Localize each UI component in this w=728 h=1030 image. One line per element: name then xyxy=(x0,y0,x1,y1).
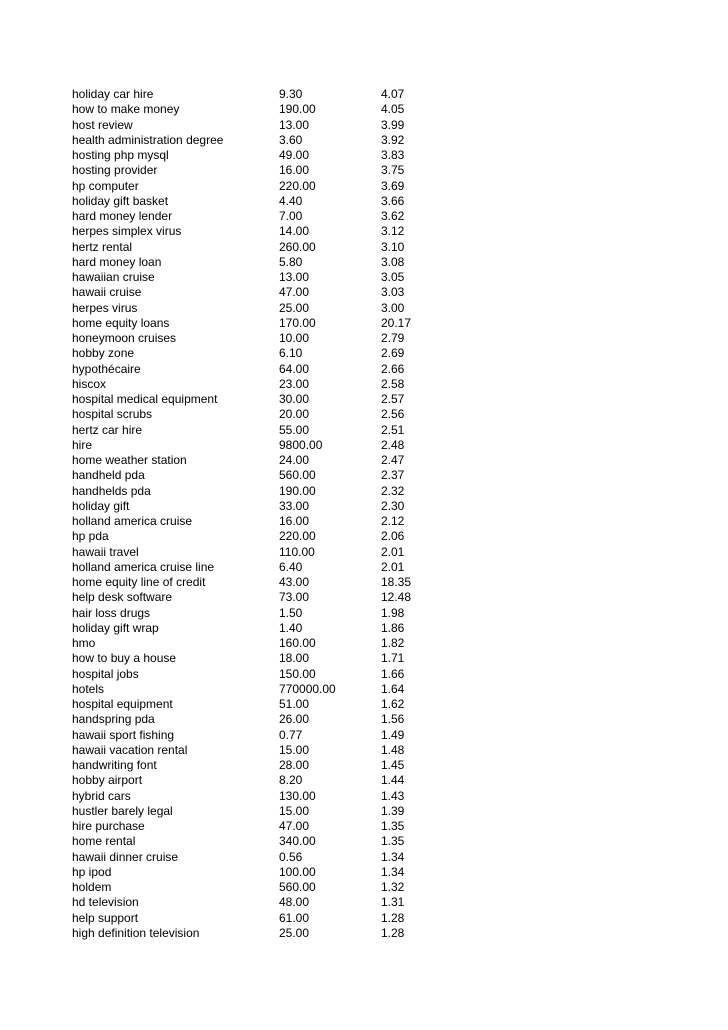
keyword-cell: hospital equipment xyxy=(72,697,173,711)
value-a-cell: 48.00 xyxy=(279,895,310,910)
value-a-cell: 24.00 xyxy=(279,453,310,467)
keyword-cell: hiscox xyxy=(72,376,107,391)
value-a-cell: 160.00 xyxy=(279,636,316,650)
keyword-cell: host review xyxy=(72,117,133,132)
value-b-cell: 1.45 xyxy=(381,758,405,772)
value-b-cell: 2.06 xyxy=(381,529,405,544)
table-row xyxy=(72,163,692,178)
keyword-cell: honeymoon cruises xyxy=(72,331,177,345)
table-row xyxy=(72,712,692,727)
value-b-cell: 1.28 xyxy=(381,925,405,940)
value-b-cell: 3.75 xyxy=(381,163,405,178)
table-row xyxy=(72,834,692,849)
value-b-cell: 1.62 xyxy=(381,697,405,711)
table-row xyxy=(72,179,692,194)
value-a-cell: 23.00 xyxy=(279,376,310,391)
value-b-cell: 3.00 xyxy=(381,300,405,315)
table-row xyxy=(72,773,692,788)
table-row xyxy=(72,285,692,300)
table-row xyxy=(72,407,692,422)
value-b-cell: 3.62 xyxy=(381,209,405,223)
value-b-cell: 1.34 xyxy=(381,864,405,879)
value-a-cell: 7.00 xyxy=(279,209,303,223)
table-row xyxy=(72,87,692,102)
value-b-cell: 1.44 xyxy=(381,773,405,788)
table-row xyxy=(72,224,692,239)
value-a-cell: 130.00 xyxy=(279,788,316,803)
value-a-cell: 340.00 xyxy=(279,834,316,849)
keyword-cell: hobby airport xyxy=(72,773,143,788)
value-b-cell: 1.71 xyxy=(381,651,405,666)
table-row xyxy=(72,392,692,407)
value-a-cell: 1.50 xyxy=(279,605,303,620)
keyword-cell: how to buy a house xyxy=(72,651,177,666)
value-b-cell: 2.37 xyxy=(381,468,405,483)
table-row xyxy=(72,529,692,544)
value-a-cell: 43.00 xyxy=(279,575,310,589)
value-b-cell: 1.39 xyxy=(381,803,405,818)
value-a-cell: 560.00 xyxy=(279,468,316,483)
value-a-cell: 560.00 xyxy=(279,880,316,894)
value-b-cell: 1.28 xyxy=(381,910,405,925)
table-row xyxy=(72,804,692,819)
keyword-table xyxy=(72,87,692,941)
value-a-cell: 18.00 xyxy=(279,651,310,666)
table-row xyxy=(72,453,692,468)
value-a-cell: 25.00 xyxy=(279,925,310,940)
value-b-cell: 1.66 xyxy=(381,666,405,681)
table-row xyxy=(72,560,692,575)
value-a-cell: 6.10 xyxy=(279,346,303,361)
value-a-cell: 73.00 xyxy=(279,590,310,605)
table-row xyxy=(72,743,692,758)
table-row xyxy=(72,926,692,941)
value-b-cell: 1.48 xyxy=(381,742,405,757)
keyword-cell: holdem xyxy=(72,880,112,894)
value-a-cell: 55.00 xyxy=(279,422,310,437)
value-a-cell: 150.00 xyxy=(279,666,316,681)
value-b-cell: 1.49 xyxy=(381,727,405,742)
table-row xyxy=(72,621,692,636)
table-row xyxy=(72,758,692,773)
table-row xyxy=(72,514,692,529)
table-row xyxy=(72,606,692,621)
keyword-cell: hotels xyxy=(72,681,105,696)
value-a-cell: 26.00 xyxy=(279,712,310,727)
table-row xyxy=(72,911,692,926)
value-a-cell: 190.00 xyxy=(279,483,316,498)
table-row xyxy=(72,346,692,361)
table-row xyxy=(72,865,692,880)
keyword-cell: hobby zone xyxy=(72,346,135,361)
value-b-cell: 1.64 xyxy=(381,681,405,696)
value-a-cell: 30.00 xyxy=(279,392,310,406)
value-a-cell: 0.77 xyxy=(279,727,303,742)
value-a-cell: 10.00 xyxy=(279,331,310,345)
value-b-cell: 1.98 xyxy=(381,605,405,620)
value-b-cell: 2.47 xyxy=(381,453,405,467)
keyword-cell: hosting php mysql xyxy=(72,148,169,162)
keyword-cell: hertz rental xyxy=(72,239,133,254)
value-b-cell: 1.56 xyxy=(381,712,405,727)
value-a-cell: 190.00 xyxy=(279,102,316,117)
value-a-cell: 16.00 xyxy=(279,514,310,528)
value-b-cell: 2.01 xyxy=(381,544,405,559)
keyword-cell: home equity line of credit xyxy=(72,575,206,589)
value-b-cell: 1.35 xyxy=(381,834,405,849)
table-row xyxy=(72,789,692,804)
value-a-cell: 61.00 xyxy=(279,910,310,925)
keyword-cell: herpes virus xyxy=(72,300,138,315)
value-b-cell: 3.08 xyxy=(381,254,405,269)
value-b-cell: 2.58 xyxy=(381,376,405,391)
value-b-cell: 3.05 xyxy=(381,270,405,284)
value-b-cell: 2.79 xyxy=(381,331,405,345)
value-b-cell: 3.92 xyxy=(381,132,405,147)
table-row xyxy=(72,438,692,453)
keyword-cell: home rental xyxy=(72,834,136,849)
keyword-cell: hard money lender xyxy=(72,209,173,223)
value-a-cell: 20.00 xyxy=(279,407,310,422)
keyword-cell: hp ipod xyxy=(72,864,112,879)
value-a-cell: 9800.00 xyxy=(279,437,323,452)
table-row xyxy=(72,316,692,331)
keyword-cell: hospital scrubs xyxy=(72,407,153,422)
table-row xyxy=(72,850,692,865)
value-a-cell: 5.80 xyxy=(279,254,303,269)
table-row xyxy=(72,255,692,270)
value-b-cell: 1.31 xyxy=(381,895,405,910)
value-a-cell: 170.00 xyxy=(279,315,316,330)
value-a-cell: 9.30 xyxy=(279,87,303,101)
table-row xyxy=(72,270,692,285)
value-b-cell: 3.10 xyxy=(381,239,405,254)
value-b-cell: 3.83 xyxy=(381,148,405,162)
value-a-cell: 47.00 xyxy=(279,285,310,300)
value-a-cell: 15.00 xyxy=(279,803,310,818)
keyword-cell: hawaii sport fishing xyxy=(72,727,175,742)
value-a-cell: 15.00 xyxy=(279,742,310,757)
keyword-cell: health administration degree xyxy=(72,132,224,147)
keyword-cell: hawaii dinner cruise xyxy=(72,849,179,864)
value-b-cell: 1.43 xyxy=(381,788,405,803)
value-a-cell: 220.00 xyxy=(279,178,316,193)
keyword-cell: home equity loans xyxy=(72,315,170,330)
table-row xyxy=(72,209,692,224)
keyword-cell: handhelds pda xyxy=(72,483,151,498)
keyword-cell: handwriting font xyxy=(72,758,157,772)
value-b-cell: 2.56 xyxy=(381,407,405,422)
keyword-cell: hawaii travel xyxy=(72,544,139,559)
value-b-cell: 18.35 xyxy=(381,575,412,589)
value-a-cell: 51.00 xyxy=(279,697,310,711)
value-b-cell: 3.12 xyxy=(381,224,405,239)
keyword-cell: hawaii cruise xyxy=(72,285,142,300)
table-row xyxy=(72,728,692,743)
keyword-cell: hospital medical equipment xyxy=(72,392,218,406)
value-b-cell: 2.32 xyxy=(381,483,405,498)
value-a-cell: 13.00 xyxy=(279,270,310,284)
table-row xyxy=(72,819,692,834)
keyword-cell: holiday gift basket xyxy=(72,193,169,208)
keyword-cell: help support xyxy=(72,910,139,925)
value-b-cell: 12.48 xyxy=(381,590,412,605)
table-row xyxy=(72,880,692,895)
table-row xyxy=(72,362,692,377)
keyword-cell: hp computer xyxy=(72,178,139,193)
value-a-cell: 14.00 xyxy=(279,224,310,239)
keyword-cell: hair loss drugs xyxy=(72,605,151,620)
keyword-cell: hybrid cars xyxy=(72,788,131,803)
table-row xyxy=(72,895,692,910)
keyword-cell: holiday gift wrap xyxy=(72,620,159,635)
keyword-cell: hire xyxy=(72,437,93,452)
value-b-cell: 2.69 xyxy=(381,346,405,361)
value-b-cell: 4.05 xyxy=(381,102,405,117)
value-a-cell: 770000.00 xyxy=(279,681,336,696)
table-row xyxy=(72,240,692,255)
keyword-cell: hertz car hire xyxy=(72,422,143,437)
value-b-cell: 3.99 xyxy=(381,117,405,132)
value-b-cell: 20.17 xyxy=(381,315,412,330)
table-row xyxy=(72,667,692,682)
keyword-cell: help desk software xyxy=(72,590,173,605)
value-b-cell: 2.48 xyxy=(381,437,405,452)
value-a-cell: 3.60 xyxy=(279,132,303,147)
value-b-cell: 3.66 xyxy=(381,193,405,208)
keyword-cell: hawaiian cruise xyxy=(72,270,155,284)
value-a-cell: 16.00 xyxy=(279,163,310,178)
value-b-cell: 1.35 xyxy=(381,819,405,833)
table-row xyxy=(72,118,692,133)
keyword-cell: hmo xyxy=(72,636,96,650)
keyword-cell: home weather station xyxy=(72,453,187,467)
keyword-cell: high definition television xyxy=(72,925,200,940)
value-a-cell: 33.00 xyxy=(279,498,310,513)
value-b-cell: 3.69 xyxy=(381,178,405,193)
keyword-cell: handheld pda xyxy=(72,468,145,483)
keyword-cell: herpes simplex virus xyxy=(72,224,182,239)
keyword-cell: hd television xyxy=(72,895,139,910)
table-row xyxy=(72,636,692,651)
value-b-cell: 2.57 xyxy=(381,392,405,406)
value-a-cell: 47.00 xyxy=(279,819,310,833)
table-row xyxy=(72,499,692,514)
table-row xyxy=(72,484,692,499)
value-a-cell: 8.20 xyxy=(279,773,303,788)
keyword-cell: how to make money xyxy=(72,102,180,117)
value-b-cell: 1.32 xyxy=(381,880,405,894)
table-row xyxy=(72,468,692,483)
keyword-cell: hosting provider xyxy=(72,163,158,178)
table-row xyxy=(72,423,692,438)
keyword-cell: handspring pda xyxy=(72,712,155,727)
table-row xyxy=(72,102,692,117)
table-row xyxy=(72,301,692,316)
value-b-cell: 1.86 xyxy=(381,620,405,635)
value-a-cell: 13.00 xyxy=(279,117,310,132)
value-b-cell: 2.01 xyxy=(381,559,405,574)
table-row xyxy=(72,575,692,590)
value-b-cell: 4.07 xyxy=(381,87,405,101)
value-b-cell: 3.03 xyxy=(381,285,405,300)
keyword-cell: hire purchase xyxy=(72,819,145,833)
table-row xyxy=(72,377,692,392)
keyword-cell: hospital jobs xyxy=(72,666,139,681)
value-b-cell: 1.82 xyxy=(381,636,405,650)
table-row xyxy=(72,590,692,605)
table-row xyxy=(72,331,692,346)
keyword-cell: hard money loan xyxy=(72,254,162,269)
table-row xyxy=(72,697,692,712)
keyword-cell: holland america cruise line xyxy=(72,559,215,574)
keyword-cell: holiday car hire xyxy=(72,87,154,101)
value-a-cell: 25.00 xyxy=(279,300,310,315)
keyword-cell: holland america cruise xyxy=(72,514,193,528)
value-a-cell: 1.40 xyxy=(279,620,303,635)
value-b-cell: 2.51 xyxy=(381,422,405,437)
table-row xyxy=(72,133,692,148)
value-a-cell: 6.40 xyxy=(279,559,303,574)
value-a-cell: 64.00 xyxy=(279,361,310,376)
table-row xyxy=(72,651,692,666)
value-a-cell: 0.56 xyxy=(279,849,303,864)
table-row xyxy=(72,148,692,163)
keyword-cell: holiday gift xyxy=(72,498,130,513)
keyword-cell: hp pda xyxy=(72,529,109,544)
value-a-cell: 28.00 xyxy=(279,758,310,772)
table-row xyxy=(72,682,692,697)
value-a-cell: 100.00 xyxy=(279,864,316,879)
keyword-cell: hypothécaire xyxy=(72,361,141,376)
value-a-cell: 4.40 xyxy=(279,193,303,208)
value-b-cell: 2.12 xyxy=(381,514,405,528)
value-b-cell: 1.34 xyxy=(381,849,405,864)
keyword-cell: hawaii vacation rental xyxy=(72,742,188,757)
value-a-cell: 220.00 xyxy=(279,529,316,544)
value-b-cell: 2.66 xyxy=(381,361,405,376)
value-a-cell: 110.00 xyxy=(279,544,315,559)
keyword-cell: hustler barely legal xyxy=(72,803,173,818)
value-b-cell: 2.30 xyxy=(381,498,405,513)
table-row xyxy=(72,545,692,560)
value-a-cell: 260.00 xyxy=(279,239,316,254)
value-a-cell: 49.00 xyxy=(279,148,310,162)
table-row xyxy=(72,194,692,209)
